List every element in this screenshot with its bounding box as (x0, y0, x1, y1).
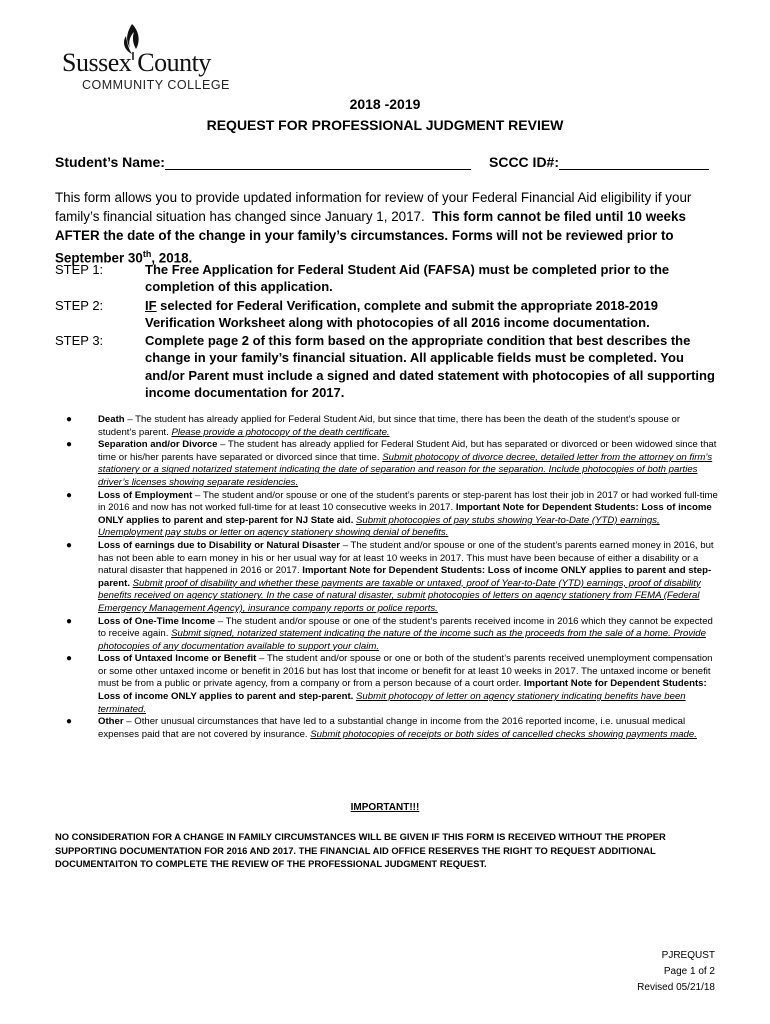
student-name-row (55, 154, 471, 170)
condition-body: – The student and/or spouse or one of the student’s parents received income in 2016 which they cannot be expected to receive again. (98, 615, 713, 640)
warning-paragraph: NO CONSIDERATION FOR A CHANGE IN FAMILY CIRCUMSTANCES WILL BE GIVEN IF THIS FORM IS RECEIVED WITHOUT THE PROPER SUPPORTING DOCUMENTATION FOR 2016 AND 2017. THE FINANCIAL AID OFFICE RESERVES THE RIGHT TO REQUEST ADDITIONAL DOCUMENTAITON TO COMPLETE THE REVIEW OF THE PROFESSIONAL JUDGMENT REQUEST. (55, 831, 666, 869)
condition-submit: Submit signed, notarized statement indicating the nature of the income such as the proceeds from the sale of a home. Provide photocopies of any documentation available to support your claim. (98, 628, 706, 652)
condition-body: – Other unusual circumstances that have led to a substantial change in income from the 2016 reported income, i.e. unusual medical expenses paid that are not covered by insurance. (98, 716, 686, 740)
condition-title: Loss of One-Time Income (98, 615, 216, 627)
intro-text: This form allows you to provide updated information for review of your Federal Financial Aid eligibility if your family’s financial situation has changed since January 1, 2017. (55, 190, 692, 224)
step-label: STEP 3: (55, 333, 104, 349)
form-code: PJREQUST (661, 950, 715, 961)
condition-body: – The student and/or spouse or one or both of the student’s parents received unemployment compensation or some other untaxed income or benefit in 2016 but has lost that income or benefit for at least 10 weeks in 2017. The untaxed income or benefit must be from a public or private agency, from a company or from a person because of a court order. (98, 653, 713, 690)
condition-title: Loss of Untaxed Income or Benefit (98, 653, 257, 665)
condition-submit: Submit photocopy of divorce decree, detailed letter from the attorney on firm’s stationery or a signed notarized statement indicating the date of separation and reason for the separation. Include photocopies of both parties driver’s licenses showing separate residencies. (98, 451, 713, 488)
condition-submit: Submit photocopy of letter on agency stationery indicating benefits have been terminated. (98, 691, 686, 715)
condition-title: Other (98, 716, 124, 728)
sccc-id-field[interactable] (559, 155, 709, 170)
form-year: 2018 -2019 (349, 96, 421, 112)
bullet-icon: ● (66, 716, 73, 728)
condition-title: Loss of earnings due to Disability or Natural Disaster (98, 539, 341, 551)
condition-item (62, 653, 718, 716)
bullet-icon: ● (66, 615, 73, 627)
step-1 (55, 261, 720, 296)
condition-item (62, 540, 718, 616)
condition-item (62, 716, 718, 741)
condition-title: Death (98, 414, 125, 425)
condition-submit: Submit proof of disability and whether these payments are taxable or untaxed, proof of Year-to-Date (YTD) earnings, proof of disability benefits received on agency stationery. In the case of natural disaster, submit photocopies of letters on agency stationery from FEMA (Federal Emergency Management Agency), insurance company reports or police reports. (98, 577, 701, 614)
step-2 (55, 297, 720, 332)
bullet-icon: ● (66, 414, 73, 425)
step-3 (55, 332, 720, 401)
step-text-body: selected for Federal Verification, complete and submit the appropriate 2018-2019 Verification Worksheet along with photocopies of all 2016 income documentation. (145, 297, 658, 330)
bullet-icon: ● (66, 539, 73, 551)
step-if: IF (145, 297, 157, 313)
sccc-id-label: SCCC ID#: (489, 154, 560, 170)
step-text: The Free Application for Federal Student Aid (FAFSA) must be completed prior to the completion of this application. (145, 262, 670, 295)
form-title: REQUEST FOR PROFESSIONAL JUDGMENT REVIEW (206, 117, 564, 133)
condition-note: Important Note for Dependent Students: Loss of income ONLY applies to parent and step-parent for NJ State aid. (98, 502, 712, 526)
condition-body: – The student and/or spouse or one of the student’s parents earned money in 2016, but has not been able to earn money in his or her usual way for at least 10 weeks in 2017. This must have been because of either a disability or a natural disaster that happened in 2016 or 2017. (98, 539, 714, 577)
intro-sup: th (142, 249, 152, 259)
condition-submit: Please provide a photocopy of the death certificate. (171, 426, 390, 438)
step-text: Complete page 2 of this form based on the appropriate condition that best describes the change in your family’s financial situation. All applicable fields must be completed. You and/or Parent must include a signed and dated statement with photocopies of all supporting income documentation for 2017. (145, 333, 715, 401)
conditions-list (62, 414, 718, 741)
condition-item (62, 616, 718, 654)
condition-item (62, 439, 718, 489)
intro-bold: This form cannot be filed until 10 weeks AFTER the date of the change in your family’s circumstances. Forms will not be reviewed prior to September 30 (55, 209, 686, 266)
bullet-icon: ● (66, 489, 73, 501)
condition-body: – The student and/or spouse or one of the student’s parents or step-parent has lost their job in 2017 or had worked full-time in 2016 and now has not worked full-time for at least 10 consecutive weeks in 2017. (98, 489, 718, 514)
page-number: Page 1 of 2 (663, 966, 715, 977)
steps-list (55, 261, 720, 402)
step-label: STEP 2: (55, 297, 104, 313)
logo-name: Sussex County (62, 48, 211, 77)
student-name-label: Student’s Name: (55, 154, 165, 170)
student-name-field[interactable] (165, 155, 471, 170)
intro-paragraph (55, 188, 720, 267)
bullet-icon: ● (66, 653, 73, 665)
college-logo (62, 22, 232, 102)
step-label: STEP 1: (55, 262, 104, 277)
condition-body: – The student has already applied for Federal Student Aid, but since that time, there has been the death of the student’s spouse or student’s parent. (98, 414, 681, 438)
condition-submit: Submit photocopies of receipts or both sides of cancelled checks showing payments made. (310, 728, 697, 740)
bullet-icon: ● (66, 439, 73, 451)
condition-item (62, 414, 718, 439)
condition-note: Important Note for Dependent Students: Loss of income ONLY applies to parent and step-parent. (98, 565, 712, 589)
important-heading: IMPORTANT!!! (350, 802, 420, 813)
step-text (145, 297, 720, 332)
condition-title: Loss of Employment (98, 489, 193, 501)
logo-subtitle: COMMUNITY COLLEGE (82, 78, 230, 92)
condition-note: Important Note for Dependent Students: Loss of income ONLY applies to parent and step-parent. (98, 678, 707, 703)
sccc-id-row (489, 154, 709, 170)
condition-body: – The student has already applied for Federal Student Aid, but has separated or divorced or been widowed since that time or his/her parents have separated or divorced since that time. (98, 439, 717, 463)
intro-bold-end: , 2018. (151, 250, 193, 266)
condition-title: Separation and/or Divorce (98, 439, 218, 451)
condition-item (62, 490, 718, 540)
condition-submit: Submit photocopies of pay stubs showing Year-to-Date (YTD) earnings, Unemployment pay stubs or letter on agency stationery showing denial of benefits. (98, 514, 660, 539)
page-footer (637, 948, 715, 996)
revised-date: Revised 05/21/18 (637, 982, 715, 993)
